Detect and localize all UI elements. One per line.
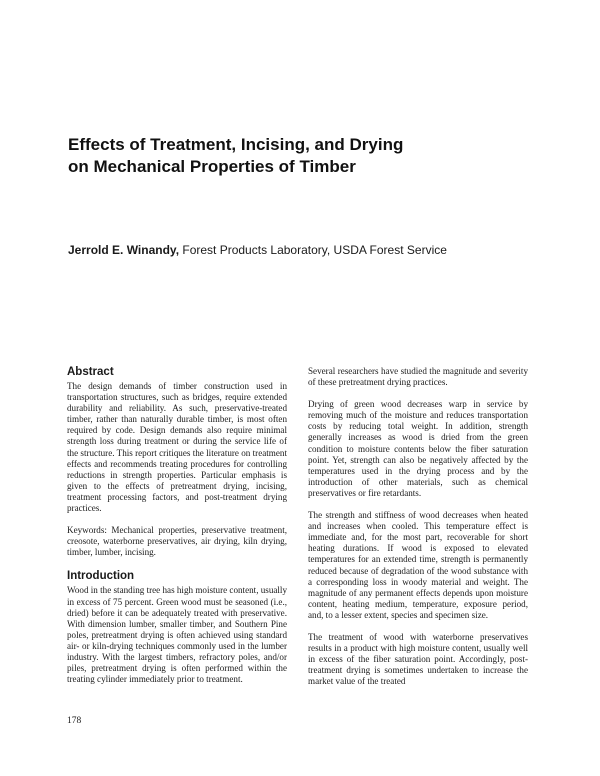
introduction-text: Wood in the standing tree has high moisture content, usually in excess of 75 percent. Green wood must be seasoned (i.e., dried) before it can be adequately treated with preservative. With dimension lumber, smaller timber, and Southern Pine poles, pretreatment drying is often achieved using standard air- or kiln-drying techniques commonly used in the lumber industry. With the largest timbers, refractory poles, and/or piles, pretreatment drying is often performed within the treating cylinder immediately prior to treatment. xyxy=(67,585,288,685)
author-name: Jerrold E. Winandy, xyxy=(68,243,180,257)
right-paragraph-3: The strength and stiffness of wood decreases when heated and increases when cooled. This temperature effect is immediate and, for the most part, recoverable for short heating durations. If wood is exposed to elevated temperatures for an extended time, strength is permanently reduced because of degradation of the wood substance with a corresponding loss in woody material and weight. The magnitude of any permanent effects depends upon moisture content, heating medium, temperature, exposure period, and, to a lesser extent, species and specimen size. xyxy=(308,510,528,620)
right-paragraph-1: Several researchers have studied the magnitude and severity of these pretreatment drying practices. xyxy=(308,366,528,388)
author-affiliation: Forest Products Laboratory, USDA Forest Service xyxy=(179,243,447,257)
left-column xyxy=(67,366,287,696)
abstract-text: The design demands of timber construction used in transportation structures, such as bridges, require extended durability and reliability. As such, preservative-treated timber, rather than naturally durable timber, is most often required by code. Design demands also require minimal strength loss during treatment or during the service life of the structure. This report critiques the literature on treatment effects and recommends treating procedures for controlling reductions in strength properties. Particular emphasis is given to the effects of pretreatment drying, incising, treatment processing factors, and post-treatment drying practices. xyxy=(67,381,287,514)
right-paragraph-2: Drying of green wood decreases warp in service by removing much of the moisture and reduces transportation costs by reducing total weight. In addition, strength generally increases as wood is dried from the green condition to moisture contents below the fiber saturation point. Yet, strength can also be negatively affected by the temperatures used in the drying process and by the introduction of other materials, such as chemical preservatives or fire retardants. xyxy=(308,399,528,498)
keywords-text: Keywords: Mechanical properties, preservative treatment, creosote, waterborne preservatives, air drying, kiln drying, timber, lumber, incising. xyxy=(67,525,287,558)
paper-title xyxy=(68,134,538,178)
introduction-heading: Introduction xyxy=(67,570,135,583)
page-number: 178 xyxy=(67,716,82,726)
abstract-heading: Abstract xyxy=(67,366,114,378)
title-line-1: Effects of Treatment, Incising, and Drying xyxy=(68,135,404,154)
right-column xyxy=(308,366,528,698)
title-line-2: on Mechanical Properties of Timber xyxy=(68,157,356,176)
right-paragraph-4: The treatment of wood with waterborne preservatives results in a product with high moisture content, usually well in excess of the fiber saturation point. Accordingly, post-treatment drying is sometimes undertaken to increase the market value of the treated xyxy=(308,631,528,687)
author-line xyxy=(68,243,548,257)
